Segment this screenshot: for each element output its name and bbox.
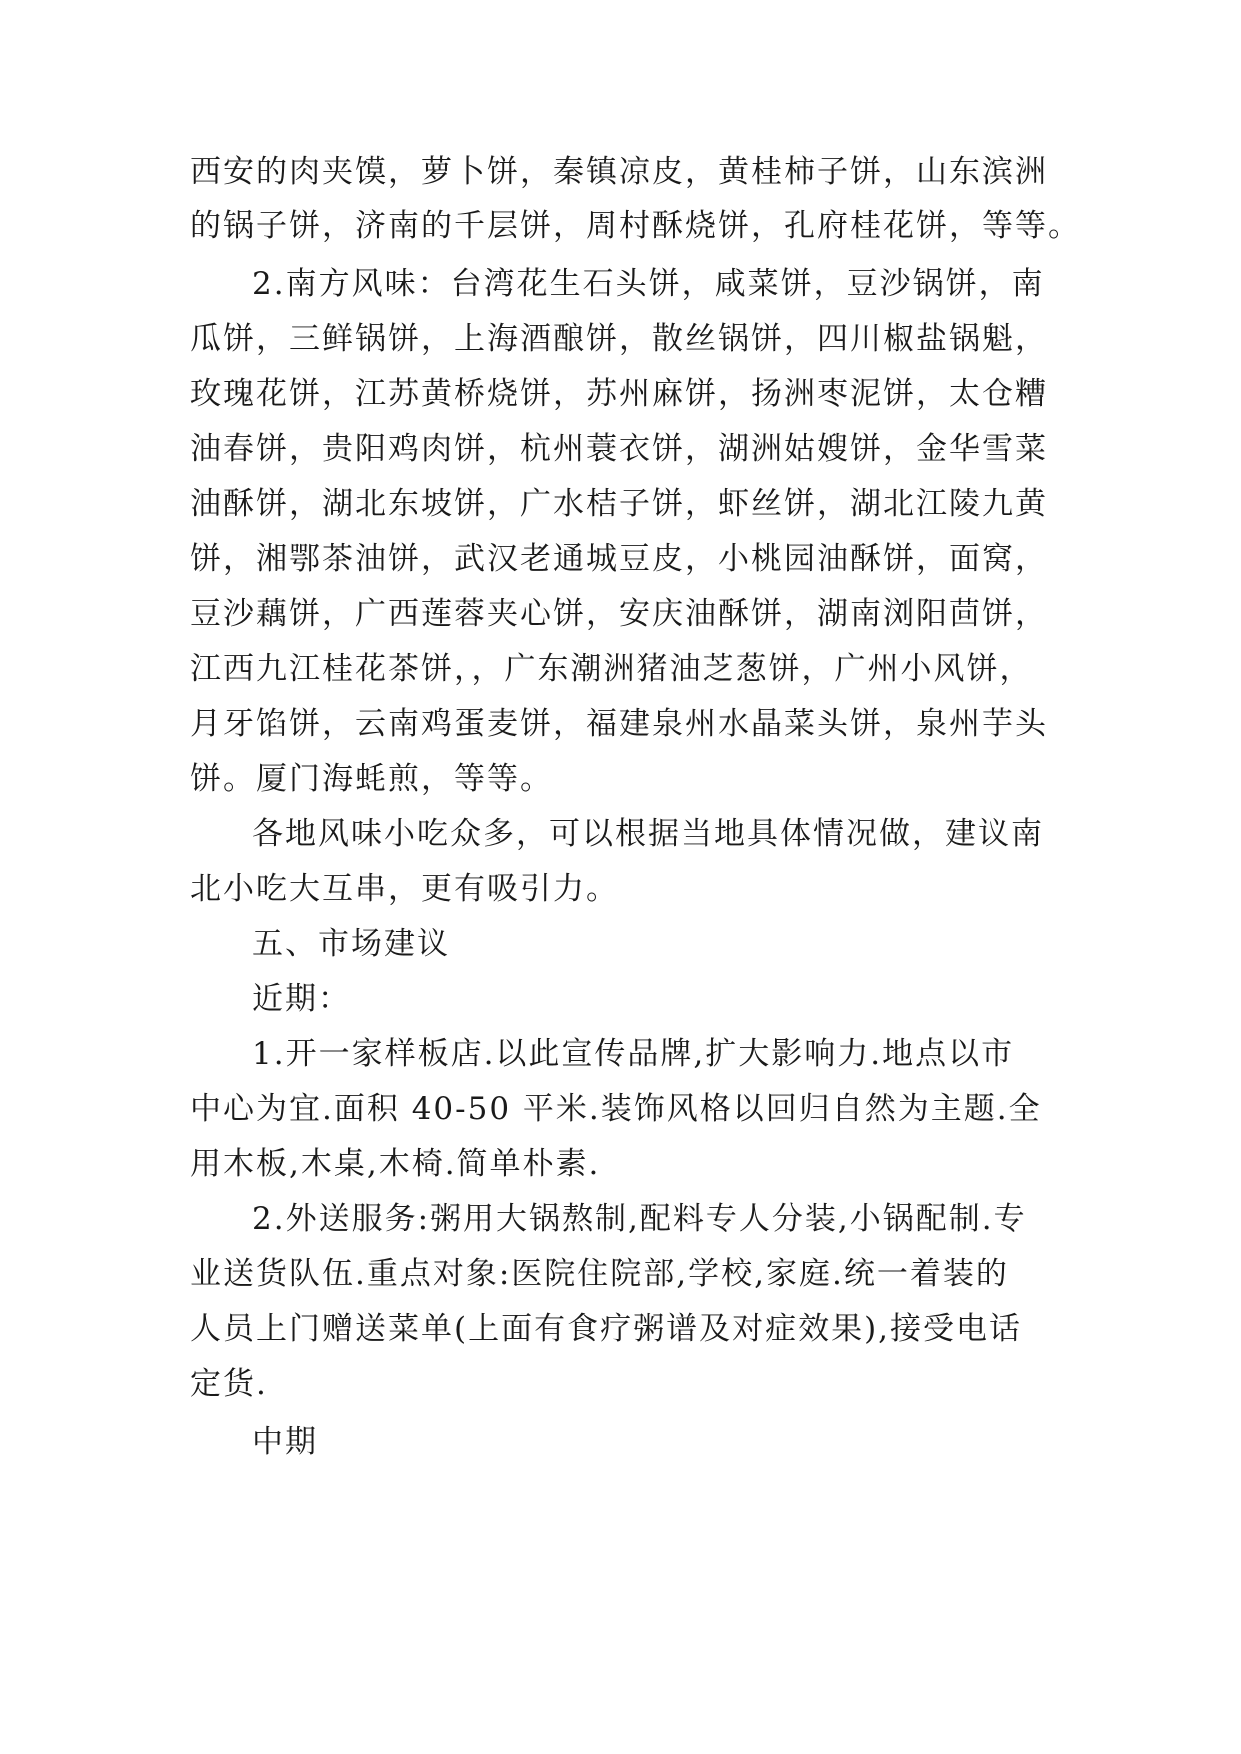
text-line: 江西九江桂花茶饼，，广东潮洲猪油芝葱饼，广州小风饼， [190, 651, 1033, 687]
text-line: 2.外送服务:粥用大锅熬制,配料专人分装,小锅配制.专 [252, 1201, 1027, 1237]
text-line: 各地风味小吃众多，可以根据当地具体情况做，建议南 [252, 816, 1044, 852]
text-line: 饼。厦门海蚝煎，等等。 [190, 761, 553, 797]
text-line: 油春饼，贵阳鸡肉饼，杭州蓑衣饼，湖洲姑嫂饼，金华雪菜 [190, 431, 1048, 467]
text-line: 豆沙藕饼，广西莲蓉夹心饼，安庆油酥饼，湖南浏阳茴饼， [190, 596, 1048, 632]
text-line: 1.开一家样板店.以此宣传品牌,扩大影响力.地点以市 [252, 1036, 1015, 1072]
text-line: 月牙馅饼，云南鸡蛋麦饼，福建泉州水晶菜头饼，泉州芋头 [190, 706, 1048, 742]
text-line: 玫瑰花饼，江苏黄桥烧饼，苏州麻饼，扬洲枣泥饼，太仓糟 [190, 376, 1048, 412]
text-line: 饼，湘鄂茶油饼，武汉老通城豆皮，小桃园油酥饼，面窝， [190, 541, 1048, 577]
text-line: 西安的肉夹馍，萝卜饼，秦镇凉皮，黄桂柿子饼，山东滨洲 [190, 154, 1048, 190]
text-line: 中心为宜.面积 40-50 平米.装饰风格以回归自然为主题.全 [190, 1091, 1042, 1127]
subsection-heading: 近期： [252, 981, 351, 1017]
text-line: 定货. [190, 1366, 268, 1402]
text-line: 用木板,木桌,木椅.简单朴素. [190, 1146, 601, 1182]
text-line: 人员上门赠送菜单(上面有食疗粥谱及对症效果),接受电话 [190, 1311, 1023, 1347]
text-line: 2.南方风味：台湾花生石头饼，咸菜饼，豆沙锅饼，南 [252, 266, 1045, 302]
text-line: 油酥饼，湖北东坡饼，广水桔子饼，虾丝饼，湖北江陵九黄 [190, 486, 1048, 522]
text-line: 北小吃大互串，更有吸引力。 [190, 871, 619, 907]
text-line: 的锅子饼，济南的千层饼，周村酥烧饼，孔府桂花饼，等等。 [190, 208, 1081, 244]
subsection-heading: 中期 [252, 1424, 318, 1460]
text-line: 瓜饼，三鲜锅饼，上海酒酿饼，散丝锅饼，四川椒盐锅魁， [190, 321, 1048, 357]
text-line: 业送货队伍.重点对象:医院住院部,学校,家庭.统一着装的 [190, 1256, 1009, 1292]
section-heading: 五、市场建议 [252, 926, 450, 962]
